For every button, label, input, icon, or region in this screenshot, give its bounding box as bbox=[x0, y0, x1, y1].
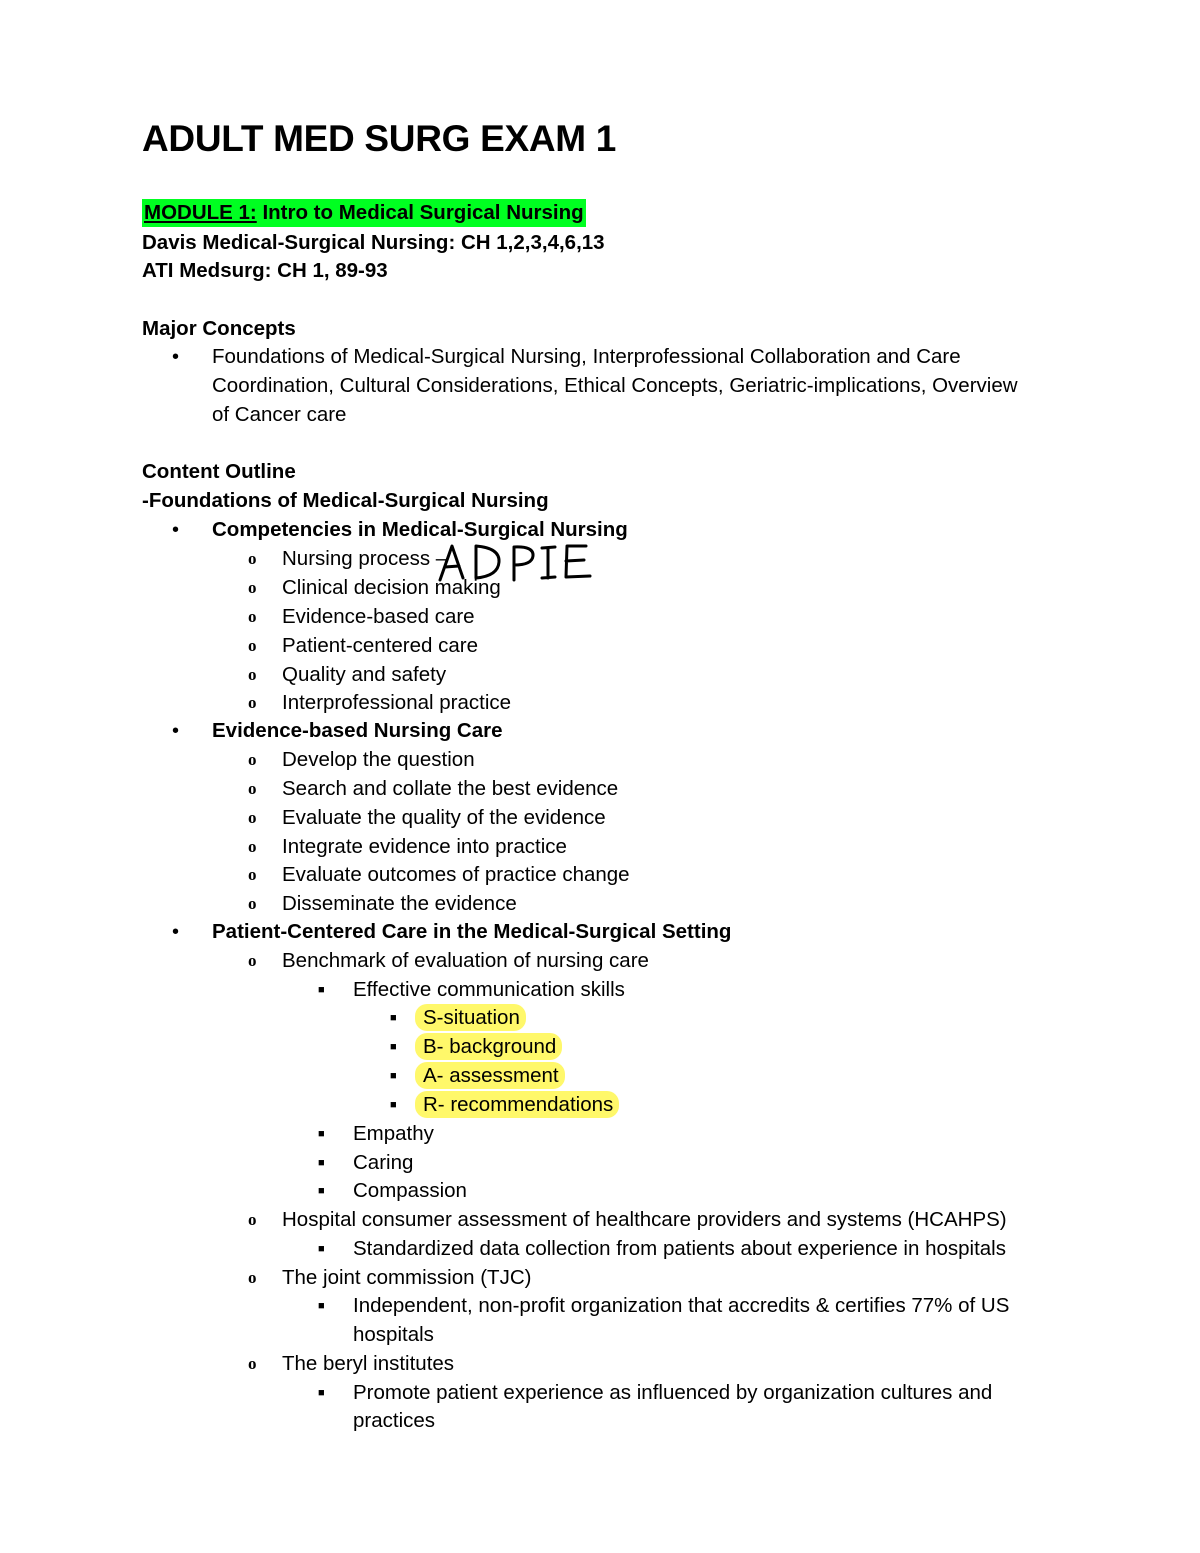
square-bullet: ■ bbox=[318, 1185, 325, 1197]
square-bullet: ■ bbox=[318, 1387, 325, 1399]
disc-bullet: • bbox=[172, 519, 180, 541]
circle-bullet: o bbox=[248, 894, 257, 913]
circle-bullet: o bbox=[248, 636, 257, 655]
sbar-situation: S-situation bbox=[415, 1004, 526, 1031]
circle-bullet: o bbox=[248, 693, 257, 712]
sbar-assessment: A- assessment bbox=[415, 1062, 565, 1089]
list-item: Quality and safety bbox=[282, 663, 447, 686]
content-outline-heading: Content Outline bbox=[142, 460, 296, 483]
list-item-line: practices bbox=[353, 1409, 436, 1432]
sbar-item bbox=[423, 1062, 565, 1090]
list-item-line: Independent, non-profit organization that accredits & certifies 77% of US bbox=[353, 1294, 1010, 1317]
square-bullet: ■ bbox=[318, 1128, 325, 1140]
list-item: Compassion bbox=[353, 1179, 467, 1202]
list-item-line: hospitals bbox=[353, 1323, 434, 1346]
list-item: The beryl institutes bbox=[282, 1352, 455, 1375]
list-item: Hospital consumer assessment of healthcare providers and systems (HCAHPS) bbox=[282, 1208, 1007, 1231]
list-item: Benchmark of evaluation of nursing care bbox=[282, 949, 649, 972]
circle-bullet: o bbox=[248, 665, 257, 684]
circle-bullet: o bbox=[248, 951, 257, 970]
sbar-item bbox=[423, 1004, 526, 1032]
document-title: ADULT MED SURG EXAM 1 bbox=[142, 118, 617, 159]
module-label: MODULE 1: bbox=[144, 201, 257, 224]
list-item-line: Promote patient experience as influenced by organization cultures and bbox=[353, 1381, 993, 1404]
list-item: Clinical decision making bbox=[282, 576, 501, 599]
disc-bullet: • bbox=[172, 720, 180, 742]
circle-bullet: o bbox=[248, 1210, 257, 1229]
circle-bullet: o bbox=[248, 779, 257, 798]
sbar-recommendations: R- recommendations bbox=[415, 1091, 619, 1118]
circle-bullet: o bbox=[248, 837, 257, 856]
list-item: Interprofessional practice bbox=[282, 691, 512, 714]
square-bullet: ■ bbox=[318, 1300, 325, 1312]
reference-ati: ATI Medsurg: CH 1, 89-93 bbox=[142, 259, 388, 282]
circle-bullet: o bbox=[248, 578, 257, 597]
list-item: Patient-centered care bbox=[282, 634, 479, 657]
module-highlight bbox=[142, 199, 586, 227]
circle-bullet: o bbox=[248, 865, 257, 884]
list-item: Evaluate the quality of the evidence bbox=[282, 806, 606, 829]
competencies-title: Competencies in Medical-Surgical Nursing bbox=[212, 518, 628, 541]
reference-davis: Davis Medical-Surgical Nursing: CH 1,2,3,4,6,13 bbox=[142, 231, 605, 254]
square-bullet: ■ bbox=[390, 1012, 397, 1024]
section-heading: -Foundations of Medical-Surgical Nursing bbox=[142, 489, 549, 512]
circle-bullet: o bbox=[248, 750, 257, 769]
module-name: Intro to Medical Surgical Nursing bbox=[256, 201, 584, 224]
list-item: Effective communication skills bbox=[353, 978, 625, 1001]
evidence-based-title: Evidence-based Nursing Care bbox=[212, 719, 503, 742]
square-bullet: ■ bbox=[318, 1157, 325, 1169]
major-concepts-line-3: of Cancer care bbox=[212, 403, 347, 426]
sbar-item bbox=[423, 1091, 619, 1119]
list-item: Empathy bbox=[353, 1122, 434, 1145]
circle-bullet: o bbox=[248, 549, 257, 568]
disc-bullet: • bbox=[172, 921, 180, 943]
circle-bullet: o bbox=[248, 607, 257, 626]
list-item: Integrate evidence into practice bbox=[282, 835, 567, 858]
module-heading bbox=[142, 199, 586, 227]
circle-bullet: o bbox=[248, 1268, 257, 1287]
list-item: The joint commission (TJC) bbox=[282, 1266, 532, 1289]
square-bullet: ■ bbox=[318, 1243, 325, 1255]
circle-bullet: o bbox=[248, 1354, 257, 1373]
square-bullet: ■ bbox=[390, 1070, 397, 1082]
circle-bullet: o bbox=[248, 808, 257, 827]
square-bullet: ■ bbox=[318, 984, 325, 996]
major-concepts-line-1: Foundations of Medical-Surgical Nursing, Interprofessional Collaboration and Care bbox=[212, 345, 961, 368]
sbar-item bbox=[423, 1033, 562, 1061]
list-item: Standardized data collection from patients about experience in hospitals bbox=[353, 1237, 1006, 1260]
major-concepts-line-2: Coordination, Cultural Considerations, Ethical Concepts, Geriatric-implications, Overview bbox=[212, 374, 1018, 397]
list-item: Evidence-based care bbox=[282, 605, 475, 628]
major-concepts-heading: Major Concepts bbox=[142, 317, 296, 340]
list-item: Disseminate the evidence bbox=[282, 892, 517, 915]
list-item: Develop the question bbox=[282, 748, 475, 771]
disc-bullet: • bbox=[172, 346, 180, 368]
list-item: Search and collate the best evidence bbox=[282, 777, 619, 800]
square-bullet: ■ bbox=[390, 1041, 397, 1053]
list-item: Nursing process – bbox=[282, 547, 448, 570]
square-bullet: ■ bbox=[390, 1099, 397, 1111]
sbar-background: B- background bbox=[415, 1033, 562, 1060]
list-item: Evaluate outcomes of practice change bbox=[282, 863, 630, 886]
patient-centered-title: Patient-Centered Care in the Medical-Surgical Setting bbox=[212, 920, 732, 943]
list-item: Caring bbox=[353, 1151, 414, 1174]
